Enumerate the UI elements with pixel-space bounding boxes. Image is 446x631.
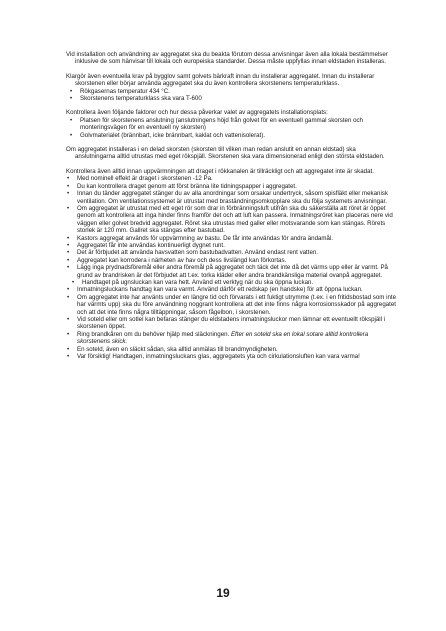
list-item: • En soteld, även en släckt sådan, ska alltid anmälas till brandmyndigheten. xyxy=(66,346,396,353)
list-item: • Platsen för skorstenens anslutning (anslutningens höjd från golvet för en eventuell gammal skorsten och monteringsvägen för en eventuell ny skorsten) xyxy=(69,117,396,132)
chimney-inspection-note: Efter en soteld ska en lokal sotare alltid kontrollera skorstenens skick. xyxy=(77,330,369,346)
shared-chimney-paragraph: Om aggregatet installeras i en delad skorsten (skorsten till vilken man redan anslutit en annan eldstad) ska anslutningarna alltid utrustas med eget rökspjäll. Skorstenen ska vara dimensionerad enligt den största eldstaden. xyxy=(66,146,385,161)
building-permit-text: Klargör även eventuella krav på bygglov samt golvets bärkraft innan du installerar aggregatet. Innan du installerar skorstenen eller börjar använda aggregatet ska du även kontrollera skorstenens temperaturklass. xyxy=(66,72,375,88)
list-item-fire-brigade xyxy=(66,331,396,346)
list-item: • Skorstenens temperaturklass ska vara T-600 xyxy=(69,95,396,102)
list-item: • Med nominell effekt är draget i skorstenen -12 Pa. xyxy=(66,175,396,182)
temperature-list xyxy=(66,88,396,103)
list-item: • Du kan kontrollera draget genom att först bränna lite tidningspapper i aggregatet. xyxy=(66,183,396,190)
list-item: • Var försiktig! Handtagen, inmatningsluckans glas, aggregatets yta och cirkulationsluften kan vara varma! xyxy=(66,353,396,360)
list-item: • Om aggregatet inte har använts under en längre tid och förvarats i ett fuktigt utrymme (t.ex. i en fritidsbostad som inte har värmts upp) ska du före användning noggrant kontrollera att det inte finns några korrosionsskador på aggregatet och att det inte finns några tilltäppningar, såsom fågelbon, i skorstenen. xyxy=(66,294,396,316)
list-item: • Om aggregatet är utrustat med ett eget rör som drar in förbränningsluft utifrån ska du säkerställa att röret är öppet genom att kontrollera att inga hinder finns framför det och att luft kan passera. Inmatningsröret kan placeras nere vid väggen eller golvet bredvid aggregatet. Röret ska utrustas med galler eller motsvarande som kan stängas. Rörets storlek är 120 mm. Gallret ska stängas efter bastubad. xyxy=(66,205,396,235)
list-item: • Innan du tänder aggregatet stänger du av alla anordningar som orsakar undertryck, såsom spisfläkt eller mekanisk ventilation. Om ventilationssystemet är utrustat med braständningsomkopplare ska du följa systemets anvisningar. xyxy=(66,190,396,205)
safety-checks-text: Kontrollera även alltid innan uppvärmningen att draget i rökkanalen är tillräckligt och att aggregatet inte är skadat. xyxy=(66,167,374,175)
list-item: • Rökgasernas temperatur 434 °C. xyxy=(69,88,396,95)
placement-factors-list xyxy=(66,117,396,139)
list-item: • Golvmaterialet (brännbart, icke brännbart, kaklat och vattenisolerat). xyxy=(69,132,396,139)
placement-factors-section xyxy=(66,109,396,139)
list-item: • Vid soteld eller om sotlel kan befaras stänger du eldstadens inmatningsluckor men lämnar ett eventuellt rökspjäll i skorstenen öppet. xyxy=(66,316,396,331)
list-item: • Inmatningsluckans handtag kan vara varmt. Använd därför ett redskap (en handske) för att öppna luckan. xyxy=(66,286,396,293)
page-content xyxy=(66,51,396,367)
safety-checks-list xyxy=(66,175,396,360)
list-item: • Det är förbjudet att använda havsvatten som bastubadvatten. Använd endast rent vatten. xyxy=(66,249,396,256)
intro-paragraph: Vid installation och användning av aggregatet ska du beakta förutom dessa anvisningar även alla lokala bestämmelser inklusive de som hänvisar till lokala och europeiska standarder. Dessa måste uppfyllas innan eldstaden installeras. xyxy=(66,51,388,66)
safety-checks-section xyxy=(66,168,396,361)
list-item: • Aggregatet får inte användas kontinuerligt dygnet runt. xyxy=(66,242,396,249)
list-item: • Kastors aggregat används för uppvärmning av bastu. De får inte användas för andra ändamål. xyxy=(66,235,396,242)
page-number: 19 xyxy=(216,586,230,600)
list-item: • Lägg inga prydnadsföremål eller andra föremål på aggregatet och täck det inte då det värms upp eller är varmt. På grund av brandrisken är det förbjudet att t.ex. torka kläder eller andra brandkänsliga material ovanpå aggregatet. xyxy=(66,264,396,279)
building-permit-section xyxy=(66,73,396,103)
fire-brigade-text: Ring brandkåren om du behöver hjälp med släckningen. xyxy=(77,330,231,338)
list-item: • Handtaget på ugnsluckan kan vara hett. Använd ett verktyg när du ska öppna luckan. xyxy=(66,279,396,286)
placement-factors-text: Kontrollera även följande faktorer och hur dessa påverkar valet av aggregatets installationsplats: xyxy=(66,109,328,117)
list-item: • Aggregatet kan korrodera i närheten av hav och dess livslängd kan förkortas. xyxy=(66,257,396,264)
